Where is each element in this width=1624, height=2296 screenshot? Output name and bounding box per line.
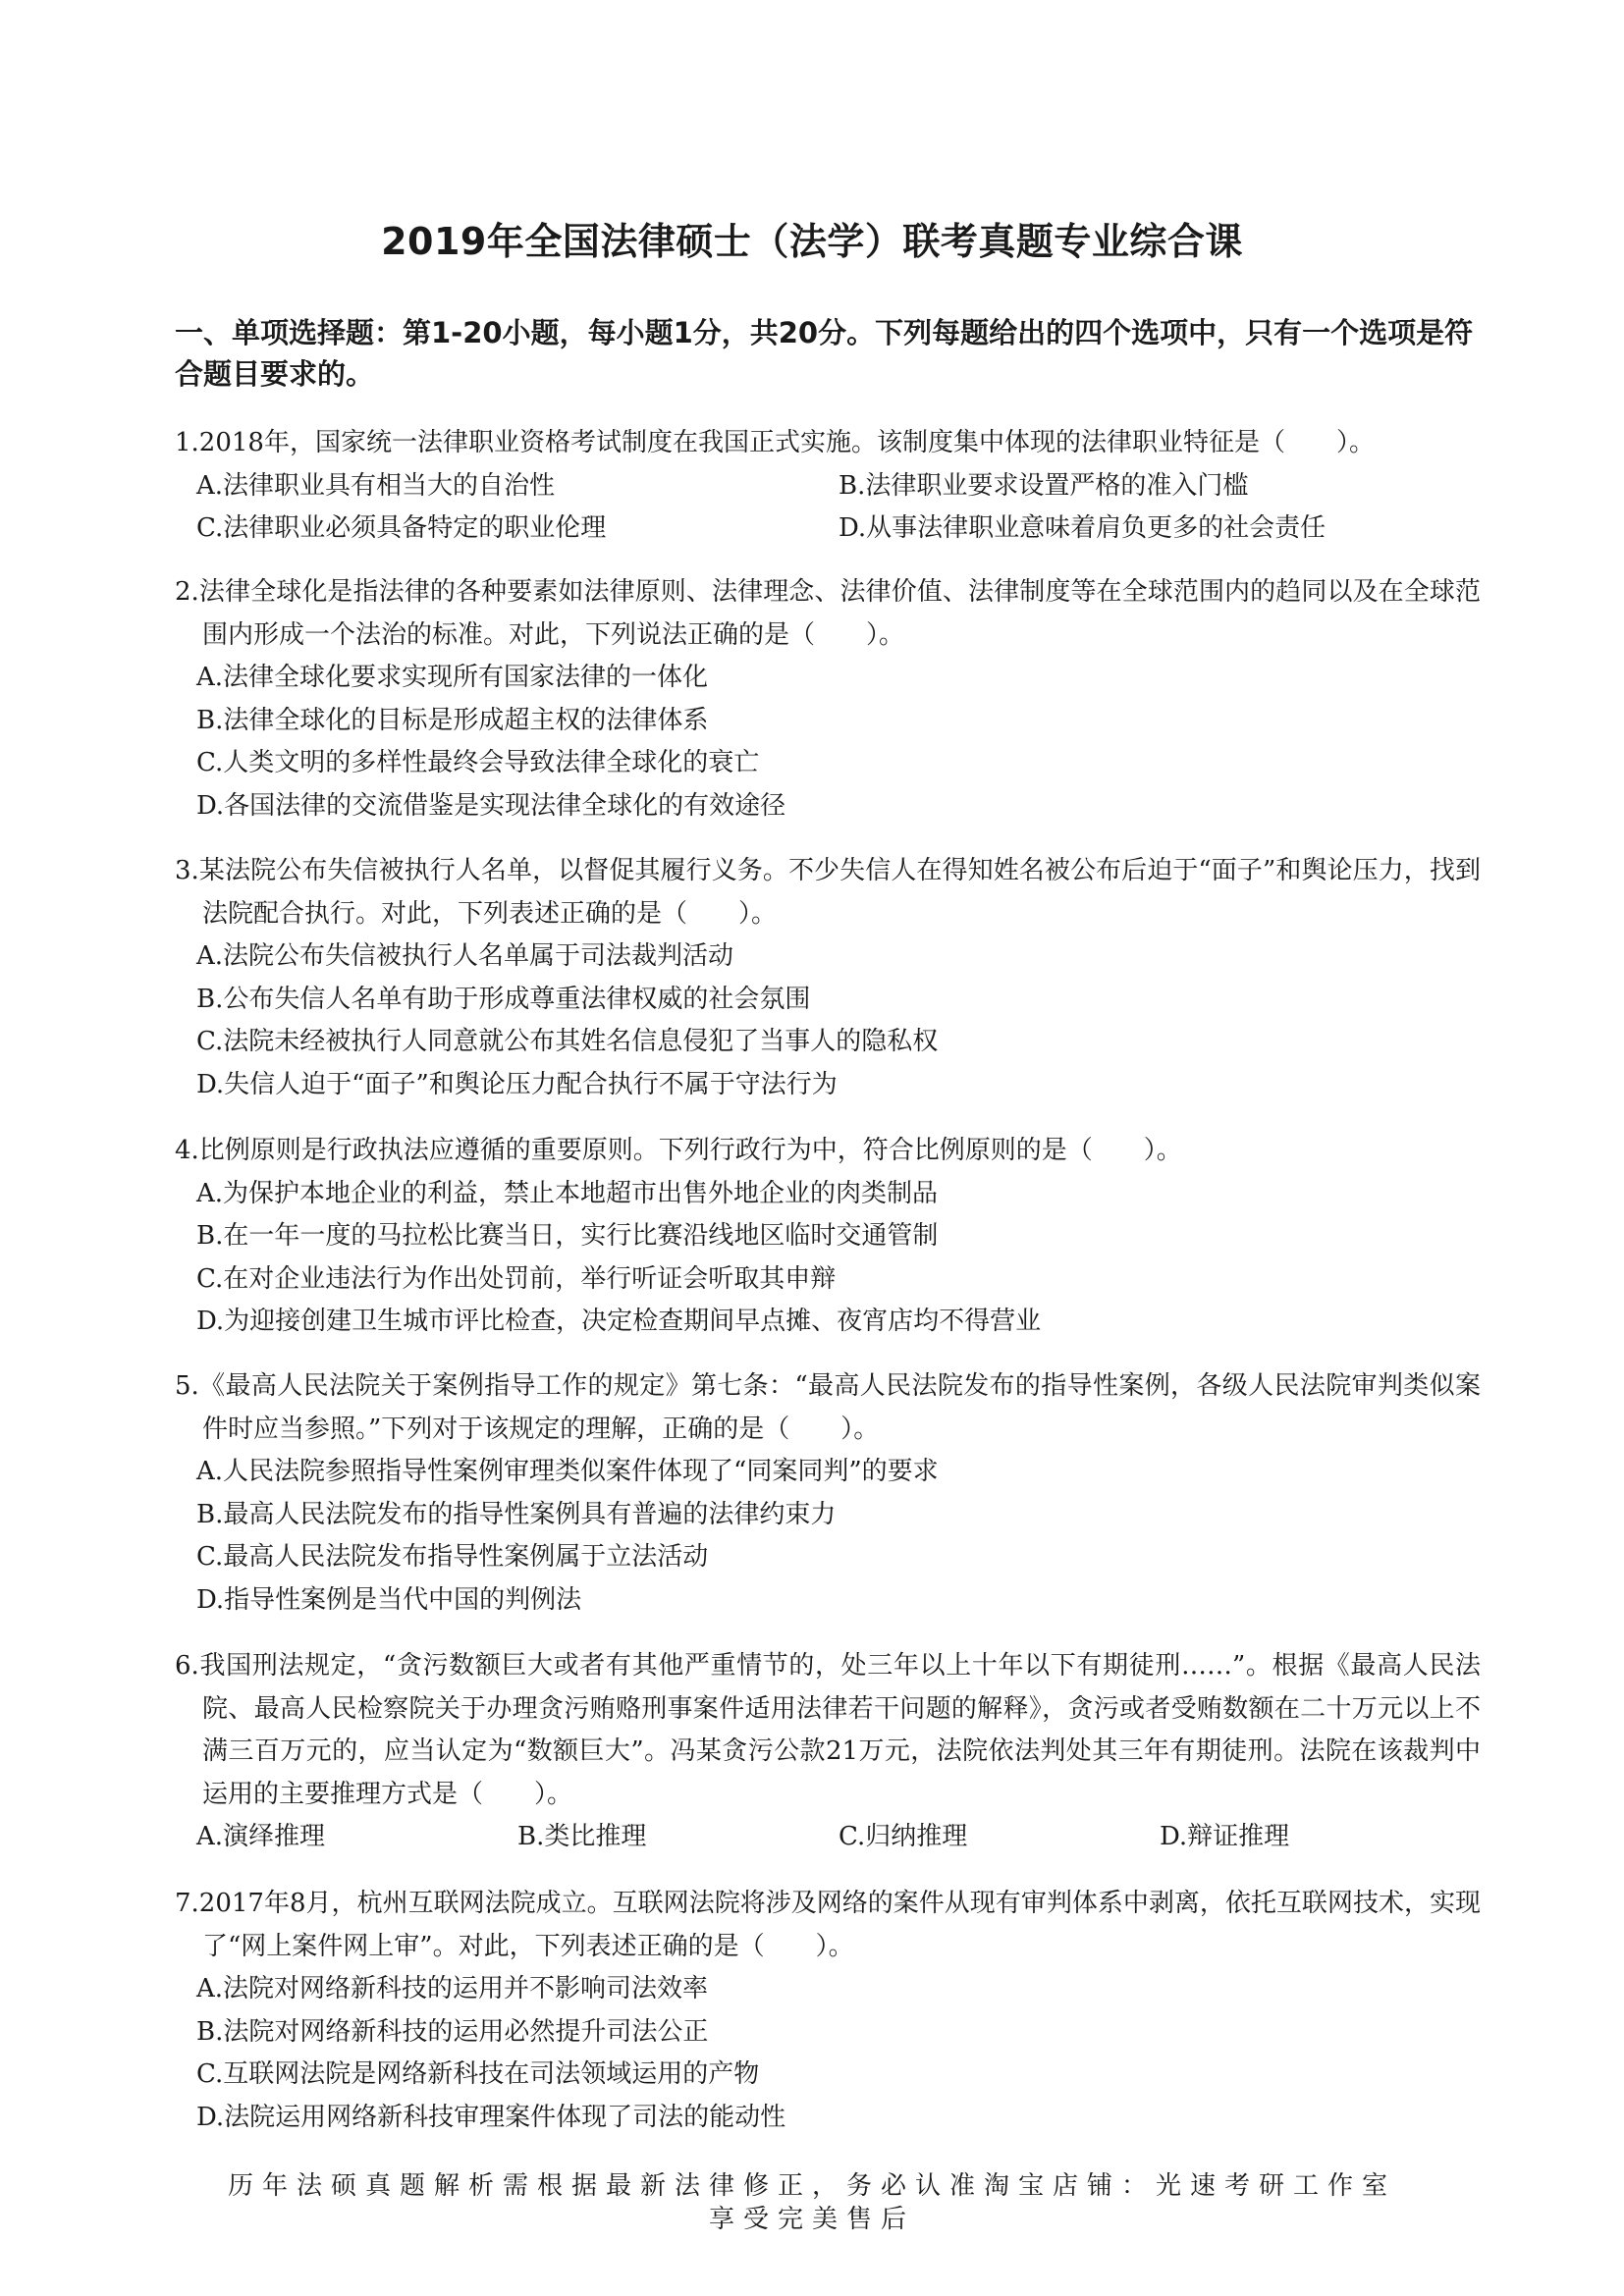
- option-b: B.最高人民法院发布的指导性案例具有普遍的法律约束力: [196, 1499, 837, 1529]
- option-a: A.人民法院参照指导性案例审理类似案件体现了“同案同判”的要求: [196, 1457, 939, 1486]
- question-6: [175, 1645, 1481, 1859]
- option-c: C.最高人民法院发布指导性案例属于立法活动: [196, 1542, 709, 1572]
- option-d: D.失信人迫于“面子”和舆论压力配合执行不属于守法行为: [196, 1069, 838, 1099]
- option-d: D.法院运用网络新科技审理案件体现了司法的能动性: [196, 2102, 786, 2132]
- question-7: [175, 1883, 1481, 2139]
- question-stem: 7.2017年8月，杭州互联网法院成立。互联网法院将涉及网络的案件从现有审判体系中剥离，依托互联网技术，实现了“网上案件网上审”。对此，下列表述正确的是（ ）。: [175, 1889, 1481, 1961]
- option-d: D.为迎接创建卫生城市评比检查，决定检查期间早点摊、夜宵店均不得营业: [196, 1307, 1042, 1336]
- option-a: A.法院对网络新科技的运用并不影响司法效率: [196, 1974, 709, 2003]
- option-d: D.辩证推理: [1160, 1822, 1290, 1851]
- option-a: A.演绎推理: [196, 1822, 326, 1851]
- footer-line-2: 享受完美售后: [708, 2205, 915, 2234]
- question-stem: 6.我国刑法规定，“贪污数额巨大或者有其他严重情节的，处三年以上十年以下有期徒刑……”。根据《最高人民法院、最高人民检察院关于办理贪污贿赂刑事案件适用法律若干问题的解释》，贪污或者受贿数额在二十万元以上不满三百万元的，应当认定为“数额巨大”。冯某贪污公款21万元，法院依法判处其三年有期徒刑。法院在该裁判中运用的主要推理方式是（ ）。: [175, 1651, 1481, 1809]
- question-stem: 4.比例原则是行政执法应遵循的重要原则。下列行政行为中，符合比例原则的是（ ）。: [175, 1136, 1182, 1165]
- option-a: A.法律全球化要求实现所有国家法律的一体化: [196, 663, 709, 692]
- option-a: A.法院公布失信被执行人名单属于司法裁判活动: [196, 941, 734, 971]
- option-a: A.为保护本地企业的利益，禁止本地超市出售外地企业的肉类制品: [196, 1178, 939, 1208]
- option-d: D.各国法律的交流借鉴是实现法律全球化的有效途径: [196, 790, 786, 821]
- option-c: C.在对企业违法行为作出处罚前，举行听证会听取其申辩: [196, 1263, 837, 1294]
- question-4: [175, 1130, 1481, 1344]
- option-c: C.法院未经被执行人同意就公布其姓名信息侵犯了当事人的隐私权: [196, 1027, 939, 1056]
- option-c: C.归纳推理: [839, 1822, 968, 1851]
- question-stem: 3.某法院公布失信被执行人名单，以督促其履行义务。不少失信人在得知姓名被公布后迫于“面子”和舆论压力，找到法院配合执行。对此，下列表述正确的是（ ）。: [175, 856, 1481, 929]
- page-title: 2019年全国法律硕士（法学）联考真题专业综合课: [381, 220, 1243, 263]
- option-c: C.法律职业必须具备特定的职业伦理: [196, 513, 607, 543]
- footer-line-1: 历年法硕真题解析需根据最新法律修正，务必认准淘宝店铺：光速考研工作室: [227, 2171, 1396, 2201]
- question-stem: 5.《最高人民法院关于案例指导工作的规定》第七条：“最高人民法院发布的指导性案例，各级人民法院审判类似案件时应当参照。”下列对于该规定的理解，正确的是（ ）。: [175, 1371, 1481, 1444]
- option-d: D.指导性案例是当代中国的判例法: [196, 1584, 582, 1615]
- option-b: B.公布失信人名单有助于形成尊重法律权威的社会氛围: [196, 984, 811, 1014]
- question-2: [175, 571, 1481, 828]
- question-stem: 1.2018年，国家统一法律职业资格考试制度在我国正式实施。该制度集中体现的法律职业特征是（ ）。: [175, 428, 1375, 457]
- option-b: B.法院对网络新科技的运用必然提升司法公正: [196, 2016, 709, 2047]
- section-heading: 一、单项选择题：第1-20小题，每小题1分，共20分。下列每题给出的四个选项中，只有一个选项是符合题目要求的。: [175, 316, 1474, 391]
- options-row: [175, 507, 1481, 551]
- option-a: A.法律职业具有相当大的自治性: [196, 470, 556, 501]
- option-c: C.互联网法院是网络新科技在司法领域运用的产物: [196, 2059, 760, 2089]
- question-3: [175, 850, 1481, 1106]
- option-b: B.法律全球化的目标是形成超主权的法律体系: [196, 705, 709, 735]
- option-d: D.从事法律职业意味着肩负更多的社会责任: [839, 513, 1326, 543]
- options-row: [175, 1816, 1481, 1859]
- page-footer: [0, 2169, 1624, 2236]
- option-b: B.法律职业要求设置严格的准入门槛: [839, 470, 1249, 501]
- option-c: C.人类文明的多样性最终会导致法律全球化的衰亡: [196, 748, 760, 777]
- option-b: B.在一年一度的马拉松比赛当日，实行比赛沿线地区临时交通管制: [196, 1221, 939, 1251]
- question-5: [175, 1365, 1481, 1622]
- question-1: [175, 422, 1481, 551]
- options-row: [175, 465, 1481, 508]
- option-b: B.类比推理: [517, 1822, 647, 1851]
- question-stem: 2.法律全球化是指法律的各种要素如法律原则、法律理念、法律价值、法律制度等在全球范围内的趋同以及在全球范围内形成一个法治的标准。对此，下列说法正确的是（ ）。: [175, 577, 1481, 650]
